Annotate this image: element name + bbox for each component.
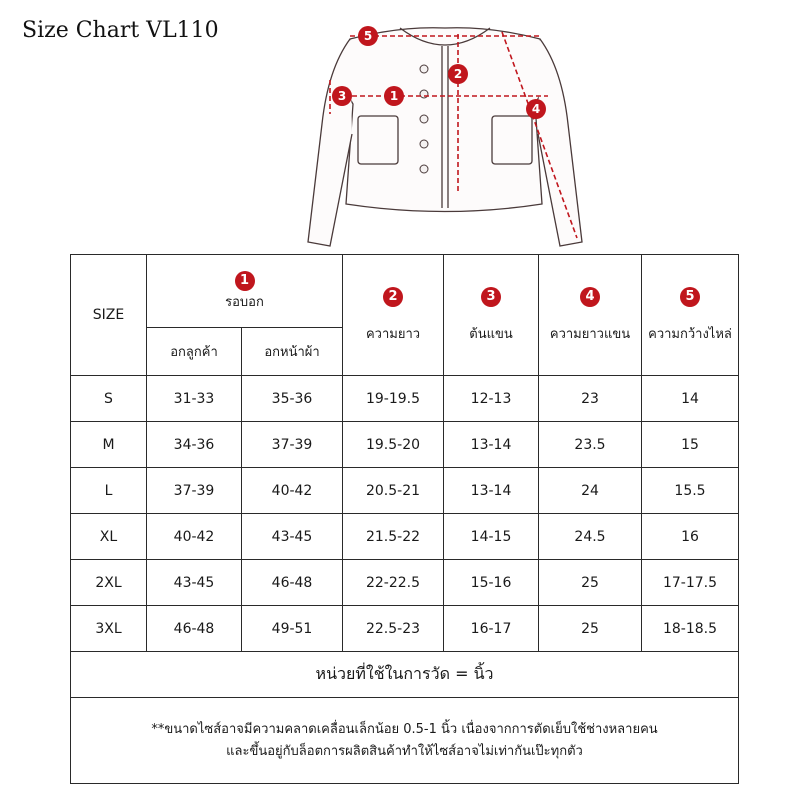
jacket-illustration (290, 14, 600, 254)
badge-4: 4 (580, 287, 600, 307)
length-cell: 19-19.5 (343, 376, 444, 422)
chest-fabric-cell: 40-42 (242, 468, 343, 514)
size-cell: 2XL (71, 560, 147, 606)
size-cell: S (71, 376, 147, 422)
badge-1: 1 (235, 271, 255, 291)
badge-5: 5 (680, 287, 700, 307)
disclaimer-line-1: **ขนาดไซส์อาจมีความคลาดเคลื่อนเล็กน้อย 0.5-1 นิ้ว เนื่องจากการตัดเย็บใช้ช่างหลายคน (151, 721, 658, 737)
sleeve-length-cell: 25 (539, 606, 642, 652)
chest-customer-header: อกลูกค้า (147, 328, 242, 376)
shoulder-header: ความกว้างไหล่ (648, 326, 732, 342)
marker-3: 3 (337, 89, 347, 103)
upper-arm-header: ต้นแขน (469, 326, 513, 342)
page-title: Size Chart VL110 (22, 18, 219, 43)
chest-customer-cell: 46-48 (147, 606, 242, 652)
upper-arm-cell: 14-15 (444, 514, 539, 560)
badge-2: 2 (383, 287, 403, 307)
chest-customer-cell: 31-33 (147, 376, 242, 422)
length-cell: 20.5-21 (343, 468, 444, 514)
table-row (71, 514, 739, 560)
chest-fabric-header: อกหน้าผ้า (242, 328, 343, 376)
chest-header-cell (147, 255, 343, 328)
table-row (71, 468, 739, 514)
table-row (71, 422, 739, 468)
table-row (71, 376, 739, 422)
sleeve-length-header: ความยาวแขน (549, 326, 631, 342)
sleeve-length-header-cell (539, 255, 642, 376)
upper-arm-cell: 13-14 (444, 468, 539, 514)
shoulder-cell: 17-17.5 (642, 560, 739, 606)
marker-4: 4 (531, 102, 541, 116)
chest-fabric-cell: 35-36 (242, 376, 343, 422)
chest-header: รอบอก (225, 294, 264, 310)
sleeve-length-cell: 23 (539, 376, 642, 422)
disclaimer-line-2: และขึ้นอยู่กับล็อตการผลิตสินค้าทำให้ไซส์อาจไม่เท่ากันเป๊ะทุกตัว (226, 743, 583, 759)
chest-fabric-cell: 43-45 (242, 514, 343, 560)
shoulder-cell: 16 (642, 514, 739, 560)
chest-fabric-cell: 37-39 (242, 422, 343, 468)
upper-arm-header-cell (444, 255, 539, 376)
size-cell: XL (71, 514, 147, 560)
sleeve-length-cell: 24 (539, 468, 642, 514)
length-cell: 22.5-23 (343, 606, 444, 652)
table-row (71, 560, 739, 606)
sleeve-length-cell: 23.5 (539, 422, 642, 468)
length-header: ความยาว (365, 326, 421, 342)
shoulder-cell: 15.5 (642, 468, 739, 514)
chest-customer-cell: 40-42 (147, 514, 242, 560)
marker-2: 2 (453, 67, 463, 81)
size-cell: L (71, 468, 147, 514)
unit-note: หน่วยที่ใช้ในการวัด = นิ้ว (71, 652, 739, 698)
chest-customer-cell: 34-36 (147, 422, 242, 468)
chest-fabric-cell: 49-51 (242, 606, 343, 652)
chest-customer-cell: 37-39 (147, 468, 242, 514)
length-cell: 21.5-22 (343, 514, 444, 560)
size-cell: M (71, 422, 147, 468)
marker-1: 1 (389, 89, 399, 103)
sleeve-length-cell: 24.5 (539, 514, 642, 560)
marker-5: 5 (363, 29, 373, 43)
jacket-outline (308, 28, 582, 246)
upper-arm-cell: 16-17 (444, 606, 539, 652)
sleeve-length-cell: 25 (539, 560, 642, 606)
shoulder-cell: 14 (642, 376, 739, 422)
disclaimer-cell (71, 698, 739, 784)
length-cell: 19.5-20 (343, 422, 444, 468)
shoulder-cell: 15 (642, 422, 739, 468)
size-cell: 3XL (71, 606, 147, 652)
badge-3: 3 (481, 287, 501, 307)
upper-arm-cell: 12-13 (444, 376, 539, 422)
length-cell: 22-22.5 (343, 560, 444, 606)
length-header-cell (343, 255, 444, 376)
upper-arm-cell: 13-14 (444, 422, 539, 468)
shoulder-cell: 18-18.5 (642, 606, 739, 652)
table-row (71, 606, 739, 652)
size-table (70, 254, 739, 784)
chest-customer-cell: 43-45 (147, 560, 242, 606)
upper-arm-cell: 15-16 (444, 560, 539, 606)
size-header: SIZE (71, 255, 147, 376)
shoulder-header-cell (642, 255, 739, 376)
chest-fabric-cell: 46-48 (242, 560, 343, 606)
